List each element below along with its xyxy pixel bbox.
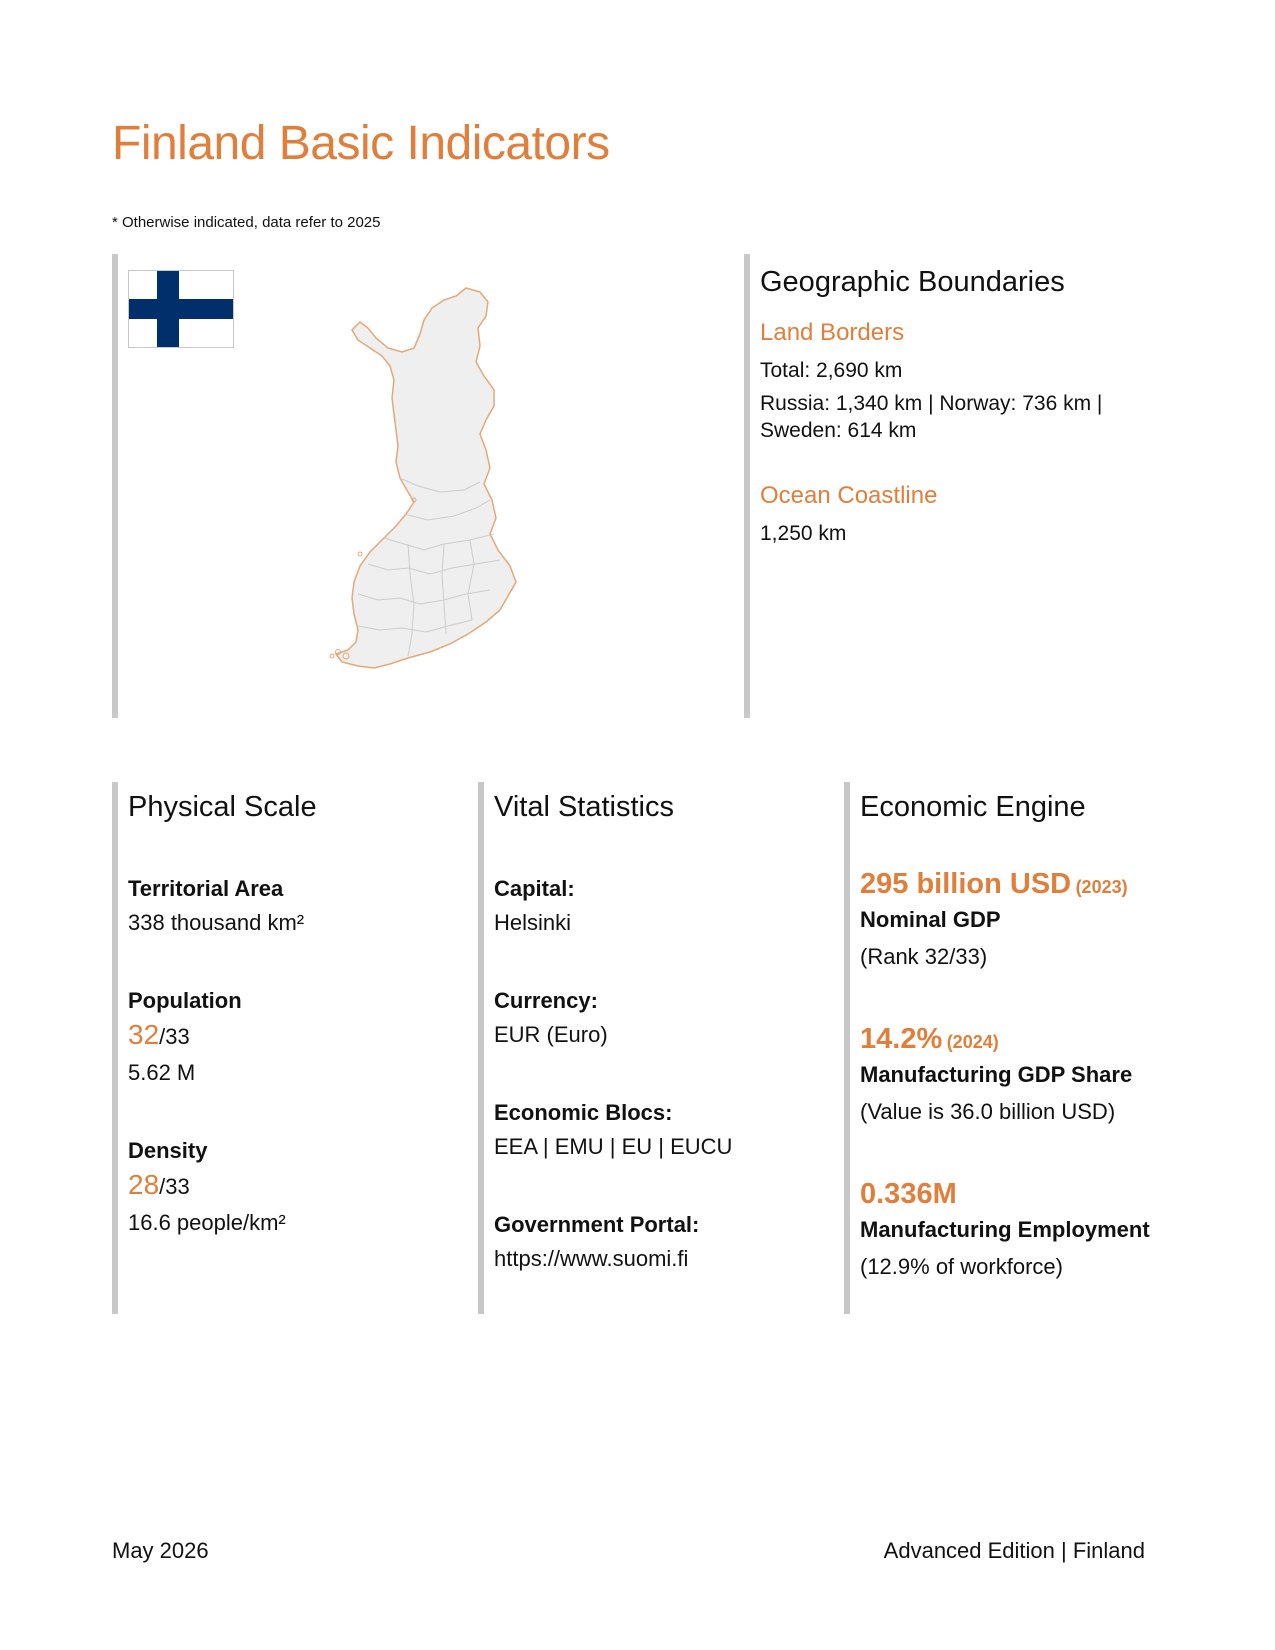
mfg-emp-note: (12.9% of workforce) (860, 1254, 1063, 1279)
land-borders-label: Land Borders (760, 319, 905, 346)
density (128, 1138, 472, 1238)
density-rank-total: /33 (159, 1174, 190, 1199)
population-label: Population (128, 988, 242, 1013)
footer-edition: Advanced Edition | Finland (883, 1538, 1145, 1563)
mfg-share-year: (2024) (946, 1032, 999, 1052)
gdp-value: 295 billion USD (860, 868, 1072, 900)
area-value: 338 thousand km² (128, 910, 305, 935)
density-rank (128, 1168, 472, 1204)
mfg-share-value: 14.2% (860, 1023, 943, 1055)
mfg-share-label: Manufacturing GDP Share (860, 1062, 1133, 1087)
gdp-label: Nominal GDP (860, 907, 1001, 932)
blocs-value: EEA | EMU | EU | EUCU (494, 1134, 733, 1159)
mfg-share-note: (Value is 36.0 billion USD) (860, 1099, 1116, 1124)
footer-date: May 2026 (112, 1538, 209, 1563)
vital-statistics-panel (478, 782, 838, 1314)
economic-title: Economic Engine (860, 791, 1086, 823)
manufacturing-employment (860, 1178, 1174, 1285)
economic-engine-panel (844, 782, 1174, 1314)
portal-link[interactable]: https://www.suomi.fi (494, 1246, 689, 1271)
physical-title: Physical Scale (128, 791, 317, 823)
capital (494, 876, 838, 938)
density-label: Density (128, 1138, 208, 1163)
physical-scale-panel (112, 782, 472, 1314)
population (128, 988, 472, 1088)
gdp-year: (2023) (1075, 877, 1128, 897)
mfg-share-headline (860, 1023, 1174, 1056)
currency-label: Currency: (494, 988, 598, 1013)
gdp-headline (860, 868, 1174, 901)
ocean-coastline-value: 1,250 km (760, 522, 847, 545)
currency (494, 988, 838, 1050)
mfg-emp-value: 0.336M (860, 1178, 957, 1210)
page-title: Finland Basic Indicators (112, 117, 610, 170)
land-borders-total: Total: 2,690 km (760, 359, 903, 382)
blocs-label: Economic Blocs: (494, 1100, 673, 1125)
capital-value: Helsinki (494, 910, 572, 935)
gdp-rank: (Rank 32/33) (860, 944, 988, 969)
population-rank-number: 32 (128, 1019, 160, 1050)
capital-label: Capital: (494, 876, 575, 901)
portal-label: Government Portal: (494, 1212, 700, 1237)
neighbors-line-1: Russia: 1,340 km | Norway: 736 km | (760, 392, 1103, 415)
territorial-area (128, 876, 472, 938)
finland-map (218, 264, 648, 714)
density-rank-number: 28 (128, 1169, 160, 1200)
population-rank-total: /33 (159, 1024, 190, 1049)
area-label: Territorial Area (128, 876, 284, 901)
map-panel (112, 254, 742, 718)
land-borders-neighbors (760, 390, 1184, 444)
vital-title: Vital Statistics (494, 791, 674, 823)
geo-title: Geographic Boundaries (760, 266, 1065, 298)
neighbors-line-2: Sweden: 614 km (760, 419, 917, 442)
currency-value: EUR (Euro) (494, 1022, 608, 1047)
population-value: 5.62 M (128, 1060, 196, 1085)
density-value: 16.6 people/km² (128, 1210, 286, 1235)
geographic-boundaries-panel (744, 254, 1184, 718)
nominal-gdp (860, 868, 1174, 975)
government-portal (494, 1212, 838, 1274)
manufacturing-gdp-share (860, 1023, 1174, 1130)
data-year-note: * Otherwise indicated, data refer to 2025 (112, 214, 381, 231)
economic-blocs (494, 1100, 838, 1162)
ocean-coastline-label: Ocean Coastline (760, 482, 938, 509)
population-rank (128, 1018, 472, 1054)
mfg-emp-label: Manufacturing Employment (860, 1217, 1150, 1242)
